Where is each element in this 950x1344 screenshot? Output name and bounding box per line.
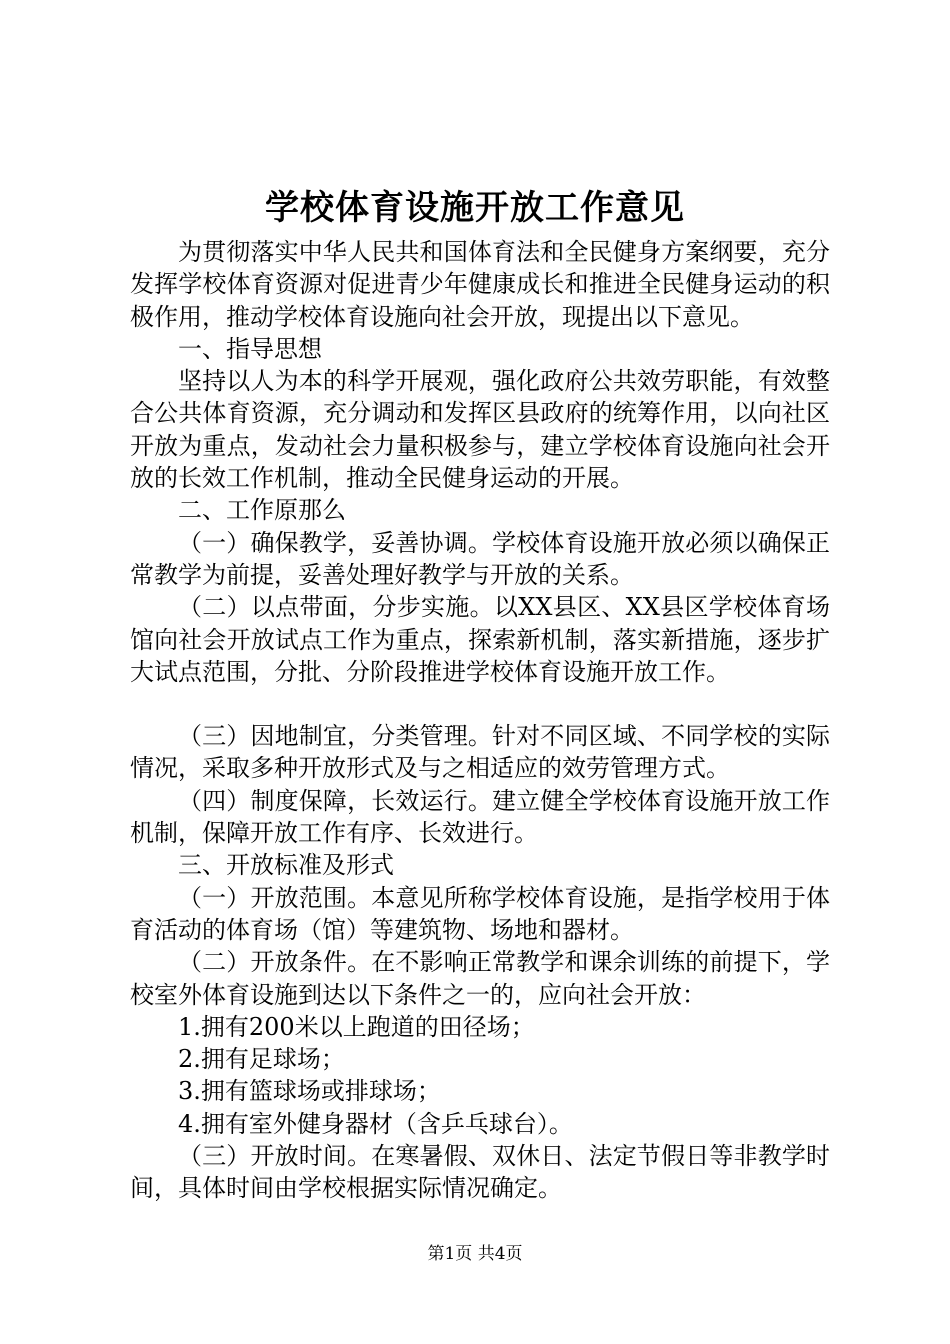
principle-3-paragraph: （三）因地制宜，分类管理。针对不同区域、不同学校的实际情况，采取多种开放形式及与之相适应的效劳管理方式。 <box>130 722 830 783</box>
section-heading-work-principles: 二、工作原那么 <box>178 496 346 525</box>
section-heading-standards-forms: 三、开放标准及形式 <box>178 851 394 880</box>
open-scope-paragraph: （一）开放范围。本意见所称学校体育设施，是指学校用于体育活动的体育场（馆）等建筑物、场地和器材。 <box>130 883 830 944</box>
document-title: 学校体育设施开放工作意见 <box>265 188 685 228</box>
principle-2-paragraph: （二）以点带面，分步实施。以XX县区、XX县区学校体育场馆向社会开放试点工作为重点，探索新机制，落实新措施，逐步扩大试点范围，分批、分阶段推进学校体育设施开放工作。 <box>130 593 830 686</box>
open-time-paragraph: （三）开放时间。在寒暑假、双休日、法定节假日等非教学时间，具体时间由学校根据实际情况确定。 <box>130 1142 830 1203</box>
condition-item-4: 4.拥有室外健身器材（含乒乓球台）。 <box>178 1109 573 1138</box>
open-conditions-paragraph: （二）开放条件。在不影响正常教学和课余训练的前提下，学校室外体育设施到达以下条件之一的，应向社会开放： <box>130 948 830 1009</box>
condition-item-1: 1.拥有200米以上跑道的田径场； <box>178 1012 535 1041</box>
paragraph-gap <box>130 688 830 720</box>
section-heading-guiding-ideology: 一、指导思想 <box>178 334 322 363</box>
condition-item-2: 2.拥有足球场； <box>178 1045 345 1074</box>
condition-item-3: 3.拥有篮球场或排球场； <box>178 1077 441 1106</box>
principle-1-paragraph: （一）确保教学，妥善协调。学校体育设施开放必须以确保正常教学为前提，妥善处理好教学与开放的关系。 <box>130 528 830 589</box>
guiding-ideology-paragraph: 坚持以人为本的科学开展观，强化政府公共效劳职能，有效整合公共体育资源，充分调动和发挥区县政府的统筹作用，以向社区开放为重点，发动社会力量积极参与，建立学校体育设施向社会开放的长效工作机制，推动全民健身运动的开展。 <box>130 367 830 493</box>
document-body <box>130 236 830 1205</box>
intro-paragraph: 为贯彻落实中华人民共和国体育法和全民健身方案纲要，充分发挥学校体育资源对促进青少年健康成长和推进全民健身运动的积极作用，推动学校体育设施向社会开放，现提出以下意见。 <box>130 238 830 331</box>
principle-4-paragraph: （四）制度保障，长效运行。建立健全学校体育设施开放工作机制，保障开放工作有序、长效进行。 <box>130 786 830 848</box>
page-footer: 第1页 共4页 <box>427 1244 523 1264</box>
